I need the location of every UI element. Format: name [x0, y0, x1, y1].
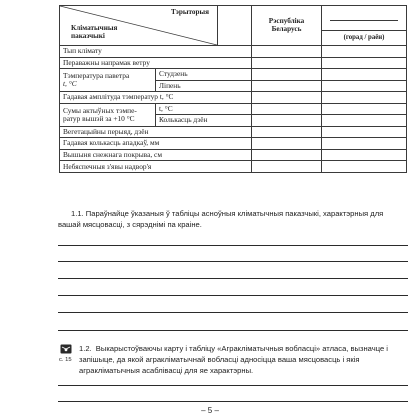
answer-cell[interactable] [252, 161, 322, 173]
answer-line[interactable] [58, 330, 408, 331]
answer-cell[interactable] [252, 115, 322, 127]
answer-line[interactable] [58, 295, 408, 296]
answer-cell[interactable] [252, 46, 322, 58]
table-row [60, 126, 407, 138]
header-separator [322, 30, 406, 31]
answer-line[interactable] [58, 278, 408, 279]
answer-line[interactable] [58, 261, 408, 262]
answer-cell[interactable] [322, 46, 407, 58]
sub-label-days: Колькасць дзён [156, 115, 252, 127]
row-label: Тып клімату [60, 46, 252, 58]
sub-label-january: Студзень [156, 69, 252, 81]
table-row [60, 46, 407, 58]
row-label: Вышыня снежнага покрыва, см [60, 149, 252, 161]
row-label: Гадавая амплітуда тэмператур t, °C [60, 92, 252, 104]
sub-label-july: Ліпень [156, 80, 252, 92]
row-label-temperature: Тэмпература паветра t, °C [60, 69, 156, 92]
row-label: Пераважны напрамак ветру [60, 57, 252, 69]
city-header-label: (горад / раён) [343, 33, 385, 41]
table-row [60, 103, 407, 115]
city-header [322, 6, 407, 46]
corner-indicators-label: Кліматычныя паказчыкі [71, 24, 118, 41]
task-number: 1.2. [79, 344, 92, 353]
page-number: – 5 – [201, 406, 219, 415]
answer-cell[interactable] [322, 138, 407, 150]
answer-cell[interactable] [252, 92, 322, 104]
city-blank-line[interactable] [330, 20, 398, 21]
row-label: Небяспечныя з'явы надвор'я [60, 161, 252, 173]
table-row [60, 57, 407, 69]
answer-cell[interactable] [252, 80, 322, 92]
table-row [60, 69, 407, 81]
answer-cell[interactable] [322, 80, 407, 92]
table-row [60, 161, 407, 173]
answer-cell[interactable] [322, 103, 407, 115]
answer-cell[interactable] [322, 69, 407, 81]
table-row [60, 92, 407, 104]
corner-territory-label: Тэрыторыя [170, 8, 209, 16]
table-row [60, 138, 407, 150]
answer-cell[interactable] [322, 115, 407, 127]
table-row [60, 149, 407, 161]
header-spacer-cell [218, 6, 252, 46]
answer-cell[interactable] [252, 138, 322, 150]
answer-line[interactable] [58, 401, 408, 402]
corner-header-cell [60, 6, 218, 46]
answer-cell[interactable] [252, 126, 322, 138]
task-body: Выкарыстоўваючы карту і табліцу «Агракліматычныя вобласці» атласа, вызначце і запішыце, да якой агракліматычнай вобласці адносіцца ваша мясцовасць і якія агракліматычныя асаблівасці для яе характэрны. [79, 344, 388, 375]
answer-cell[interactable] [252, 69, 322, 81]
answer-cell[interactable] [322, 126, 407, 138]
answer-line[interactable] [58, 385, 408, 386]
sub-label-temperature: t, °C [156, 103, 252, 115]
task-1-1-text: 1.1. Параўнайце ўказаныя ў табліцы асноўныя кліматычныя паказчыкі, характэрныя для вашай мясцовасці, з сярэднімі па краіне. [58, 209, 384, 229]
answer-line[interactable] [58, 312, 408, 313]
answer-cell[interactable] [322, 161, 407, 173]
atlas-book-icon [60, 344, 72, 354]
atlas-page-ref: с. 15 [59, 357, 72, 363]
row-label: Вегетацыйны перыяд, дзён [60, 126, 252, 138]
country-header: Рэспубліка Беларусь [252, 6, 322, 46]
task-1-2-text [79, 344, 409, 376]
answer-cell[interactable] [322, 149, 407, 161]
climate-table [59, 5, 407, 173]
answer-cell[interactable] [252, 103, 322, 115]
row-label: Гадавая колькасць ападкаў, мм [60, 138, 252, 150]
row-label-active-temps: Сумы актыўных тэмпе- ратур вышэй за +10 °C [60, 103, 156, 126]
answer-line[interactable] [58, 245, 408, 246]
table-header-row [60, 6, 407, 46]
answer-cell[interactable] [322, 57, 407, 69]
answer-cell[interactable] [252, 57, 322, 69]
answer-cell[interactable] [252, 149, 322, 161]
answer-cell[interactable] [322, 92, 407, 104]
